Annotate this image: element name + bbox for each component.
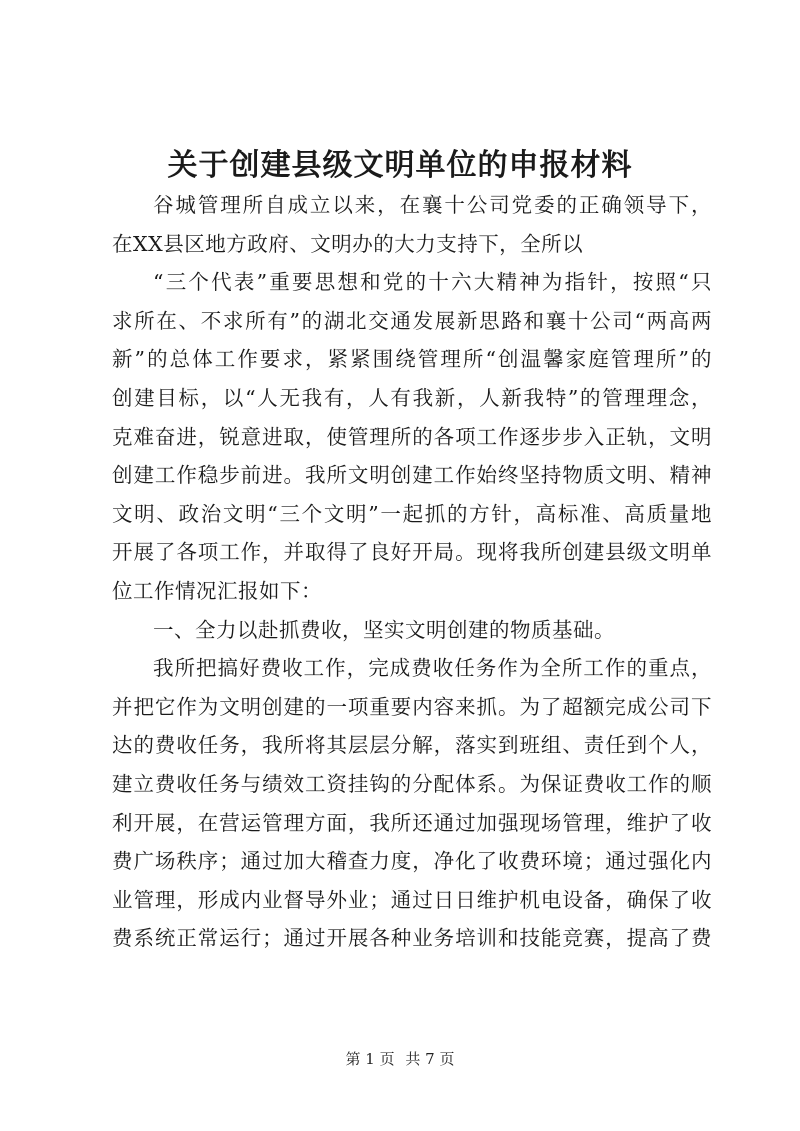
paragraph-line: 创建目标，以“人无我有，人有我新，人新我特”的管理理念， [112, 385, 712, 410]
paragraph-line: “三个代表”重要思想和党的十六大精神为指针，按照“只 [153, 270, 712, 295]
paragraph-line: 费系统正常运行；通过开展各种业务培训和技能竞赛，提高了费 [112, 926, 712, 951]
page-total: 共 7 页 [405, 1050, 455, 1068]
paragraph-line: 克难奋进，锐意进取，使管理所的各项工作逐步步入正轨，文明 [112, 424, 712, 449]
paragraph-line: 文明、政治文明“三个文明”一起抓的方针，高标准、高质量地 [112, 501, 712, 526]
paragraph-line: 开展了各项工作，并取得了良好开局。现将我所创建县级文明单 [112, 540, 712, 565]
paragraph-line: 求所在、不求所有”的湖北交通发展新思路和襄十公司“两高两 [112, 308, 712, 333]
paragraph-line: 我所把搞好费收工作，完成费收任务作为全所工作的重点， [153, 656, 712, 681]
paragraph-line: 并把它作为文明创建的一项重要内容来抓。为了超额完成公司下 [112, 694, 712, 719]
paragraph-line: 位工作情况汇报如下： [112, 578, 322, 603]
document-title: 关于创建县级文明单位的申报材料 [167, 148, 633, 183]
page-number: 第 1 页 [345, 1050, 395, 1068]
paragraph-line: 在XX县区地方政府、文明办的大力支持下，全所以 [112, 231, 584, 256]
paragraph-line: 达的费收任务，我所将其层层分解，落实到班组、责任到个人， [112, 733, 712, 758]
paragraph-line: 谷城管理所自成立以来，在襄十公司党委的正确领导下， [153, 193, 712, 217]
paragraph-line: 业管理，形成内业督导外业；通过日日维护机电设备，确保了收 [112, 887, 712, 912]
page-footer [0, 1048, 800, 1069]
document-body [112, 186, 712, 958]
paragraph-line: 建立费收任务与绩效工资挂钩的分配体系。为保证费收工作的顺 [112, 771, 712, 796]
section-heading: 一、全力以赴抓费收，坚实文明创建的物质基础。 [153, 617, 615, 642]
paragraph-line: 创建工作稳步前进。我所文明创建工作始终坚持物质文明、精神 [112, 463, 712, 488]
paragraph-line: 利开展，在营运管理方面，我所还通过加强现场管理，维护了收 [112, 810, 712, 835]
paragraph-line: 费广场秩序；通过加大稽查力度，净化了收费环境；通过强化内 [112, 849, 712, 874]
paragraph-line: 新”的总体工作要求，紧紧围绕管理所“创温馨家庭管理所”的 [112, 347, 712, 372]
